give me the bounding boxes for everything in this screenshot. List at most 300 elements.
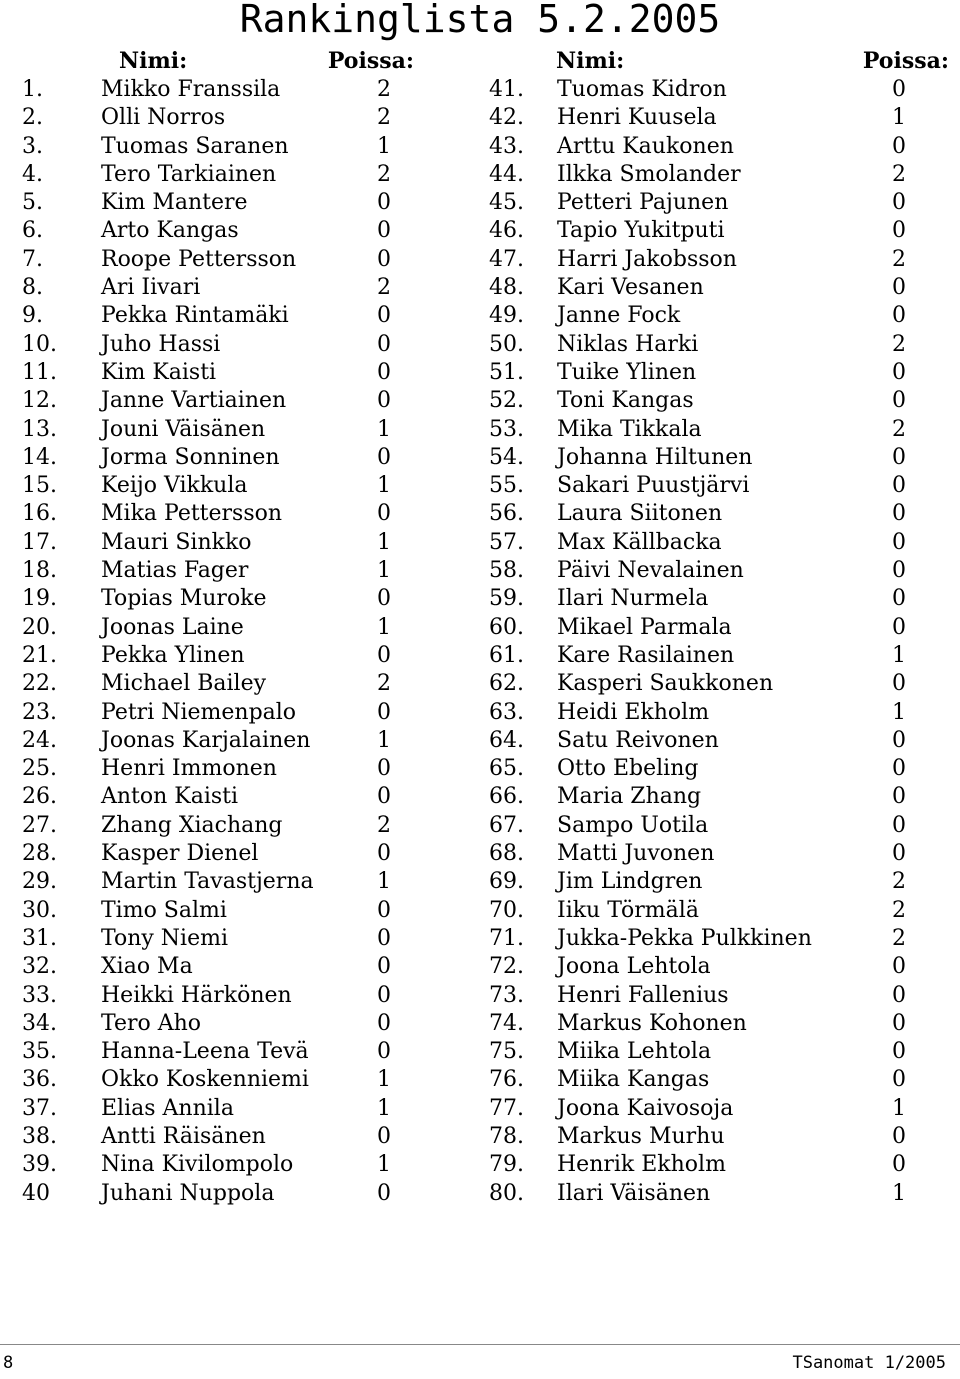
rank-number: 53. [489,416,524,442]
absence-count: 0 [892,982,906,1008]
rank-number: 44. [489,161,524,187]
rank-number: 46. [489,218,524,244]
absence-count: 1 [892,1180,906,1206]
rank-number: 64. [489,727,524,753]
absence-count: 2 [377,275,391,301]
rank-number: 63. [489,699,524,725]
rank-number: 16. [22,501,57,527]
absence-count: 0 [377,756,391,782]
player-name: Matti Juvonen [557,841,715,867]
absence-count: 0 [892,558,906,584]
page-title: Rankinglista 5.2.2005 [239,0,721,41]
absence-count: 0 [892,614,906,640]
ranking-row [22,302,402,330]
player-name: Arto Kangas [101,218,239,244]
ranking-column-left [22,46,414,1208]
ranking-row [489,925,939,953]
ranking-row [489,359,939,387]
rank-number: 73. [489,982,524,1008]
ranking-row [489,189,939,217]
ranking-row [22,1010,402,1038]
ranking-row [489,585,939,613]
absence-count: 0 [377,501,391,527]
ranking-row [489,444,939,472]
ranking-row [489,217,939,245]
rank-number: 1. [22,77,43,102]
absence-count: 2 [892,246,906,272]
rank-number: 70. [489,897,524,923]
absence-count: 1 [377,529,391,555]
player-name: Jouni Väisänen [101,416,266,442]
player-name: Max Källbacka [557,529,722,555]
absence-count: 1 [377,558,391,584]
rank-number: 54. [489,444,524,470]
player-name: Miika Lehtola [557,1039,712,1065]
ranking-row [22,953,402,981]
absence-count: 2 [892,416,906,442]
ranking-row [489,1180,939,1208]
player-name: Martin Tavastjerna [101,869,314,895]
ranking-row [22,76,402,104]
ranking-row [489,868,939,896]
absence-count: 0 [892,303,906,329]
rank-number: 36. [22,1067,57,1093]
rank-number: 17. [22,529,57,555]
absence-count: 0 [892,784,906,810]
rank-number: 25. [22,756,57,782]
ranking-row [489,670,939,698]
rank-number: 49. [489,303,524,329]
player-name: Kim Mantere [101,190,248,216]
ranking-row [22,925,402,953]
ranking-row [22,1066,402,1094]
ranking-row [489,302,939,330]
player-name: Jim Lindgren [557,869,703,895]
ranking-row [22,868,402,896]
player-name: Johanna Hiltunen [557,444,753,470]
ranking-row [489,783,939,811]
absence-count: 0 [892,77,906,102]
rank-number: 80. [489,1180,524,1206]
player-name: Joonas Laine [101,614,244,640]
absence-count: 0 [892,1123,906,1149]
player-name: Kari Vesanen [557,275,704,301]
player-name: Päivi Nevalainen [557,558,744,584]
ranking-row [22,387,402,415]
absence-count: 0 [377,1180,391,1206]
rank-number: 13. [22,416,57,442]
rank-number: 41. [489,77,524,102]
absence-count: 0 [377,897,391,923]
rank-number: 37. [22,1095,57,1121]
player-name: Iiku Törmälä [557,897,699,923]
absence-count: 1 [892,699,906,725]
player-name: Henri Immonen [101,756,277,782]
player-name: Henri Kuusela [557,105,717,131]
ranking-row [489,699,939,727]
ranking-row [489,104,939,132]
absence-count: 0 [377,388,391,414]
rank-number: 74. [489,1010,524,1036]
ranking-row [489,387,939,415]
player-name: Zhang Xiachang [101,812,283,838]
ranking-row [22,416,402,444]
player-name: Arttu Kaukonen [557,133,734,159]
ranking-row [489,727,939,755]
ranking-row [489,1066,939,1094]
player-name: Janne Fock [557,303,681,329]
player-name: Pekka Ylinen [101,642,245,668]
player-name: Tuike Ylinen [557,359,697,385]
player-name: Keijo Vikkula [101,473,248,499]
absence-count: 0 [892,1152,906,1178]
player-name: Mikko Franssila [101,77,281,102]
ranking-row [22,331,402,359]
player-name: Mauri Sinkko [101,529,252,555]
absence-count: 2 [377,105,391,131]
absence-count: 0 [377,1039,391,1065]
rank-number: 71. [489,925,524,951]
rank-number: 33. [22,982,57,1008]
ranking-row [22,755,402,783]
ranking-row [489,840,939,868]
absence-count: 0 [892,1067,906,1093]
ranking-row [489,133,939,161]
absence-count: 0 [377,954,391,980]
ranking-row [489,246,939,274]
rank-number: 57. [489,529,524,555]
player-name: Xiao Ma [101,954,193,980]
player-name: Miika Kangas [557,1067,710,1093]
rank-number: 43. [489,133,524,159]
player-name: Juho Hassi [101,331,221,357]
rank-number: 8. [22,275,43,301]
ranking-row [489,953,939,981]
rank-number: 19. [22,586,57,612]
rank-number: 38. [22,1123,57,1149]
rank-number: 18. [22,558,57,584]
ranking-row [489,529,939,557]
player-name: Sampo Uotila [557,812,709,838]
rank-number: 7. [22,246,43,272]
absence-count: 0 [892,133,906,159]
player-name: Ilari Nurmela [557,586,709,612]
rank-number: 40 [22,1180,50,1206]
absence-count: 0 [892,473,906,499]
column-header [22,46,414,76]
rank-number: 11. [22,359,57,385]
absence-count: 0 [377,246,391,272]
ranking-row [22,274,402,302]
rank-number: 42. [489,105,524,131]
footer-divider [0,1344,960,1345]
player-name: Maria Zhang [557,784,702,810]
player-name: Kasper Dienel [101,841,259,867]
rank-number: 29. [22,869,57,895]
rank-number: 58. [489,558,524,584]
rank-number: 60. [489,614,524,640]
publication-source: TSanomat 1/2005 [792,1353,946,1373]
rank-number: 48. [489,275,524,301]
ranking-row [22,472,402,500]
ranking-row [489,642,939,670]
absence-count: 2 [892,925,906,951]
player-name: Tuomas Kidron [557,77,727,102]
absence-count: 0 [377,303,391,329]
rank-number: 52. [489,388,524,414]
ranking-row [22,642,402,670]
player-name: Toni Kangas [557,388,694,414]
absence-count: 2 [377,671,391,697]
absence-count: 0 [892,954,906,980]
absence-count: 1 [892,105,906,131]
rank-number: 55. [489,473,524,499]
rank-number: 79. [489,1152,524,1178]
player-name: Mika Tikkala [557,416,702,442]
absence-count: 0 [377,982,391,1008]
absence-count: 2 [377,161,391,187]
player-name: Anton Kaisti [101,784,239,810]
ranking-row [22,1123,402,1151]
ranking-row [22,614,402,642]
rank-number: 27. [22,812,57,838]
ranking-row [22,444,402,472]
name-header: Nimi: [119,48,188,74]
ranking-row [489,416,939,444]
player-name: Heidi Ekholm [557,699,710,725]
absence-count: 1 [377,869,391,895]
absence-count: 2 [892,869,906,895]
absence-count: 0 [377,1123,391,1149]
player-name: Jorma Sonninen [101,444,280,470]
absence-count: 0 [377,331,391,357]
ranking-column-right [489,46,949,1208]
ranking-row [489,76,939,104]
player-name: Juhani Nuppola [101,1180,275,1206]
absence-count: 0 [377,784,391,810]
ranking-row [22,104,402,132]
rank-number: 50. [489,331,524,357]
ranking-row [22,670,402,698]
absence-count: 0 [892,586,906,612]
ranking-row [489,331,939,359]
player-name: Markus Murhu [557,1123,725,1149]
ranking-row [22,1095,402,1123]
rank-number: 22. [22,671,57,697]
ranking-row [489,472,939,500]
absence-count: 0 [377,1010,391,1036]
ranking-row [22,557,402,585]
player-name: Petri Niemenpalo [101,699,297,725]
absent-header: Poissa: [327,48,414,74]
player-name: Tuomas Saranen [101,133,289,159]
ranking-row [22,161,402,189]
absence-count: 1 [377,416,391,442]
ranking-row [22,897,402,925]
player-name: Tero Tarkiainen [101,161,277,187]
absence-count: 0 [892,388,906,414]
absence-count: 2 [377,812,391,838]
name-header: Nimi: [556,48,625,74]
rank-number: 12. [22,388,57,414]
ranking-row [22,189,402,217]
rank-number: 67. [489,812,524,838]
player-name: Kare Rasilainen [557,642,735,668]
absence-count: 0 [377,642,391,668]
rank-number: 77. [489,1095,524,1121]
rank-number: 4. [22,161,43,187]
absence-count: 0 [377,218,391,244]
player-name: Topias Muroke [101,586,267,612]
rank-number: 26. [22,784,57,810]
ranking-row [489,500,939,528]
player-name: Kasperi Saukkonen [557,671,774,697]
absence-count: 0 [892,1010,906,1036]
rank-number: 9. [22,303,43,329]
rank-number: 62. [489,671,524,697]
player-name: Joona Lehtola [557,954,711,980]
ranking-row [489,1095,939,1123]
absence-count: 0 [377,190,391,216]
player-name: Satu Reivonen [557,727,719,753]
rank-number: 59. [489,586,524,612]
player-name: Antti Räisänen [101,1123,266,1149]
rank-number: 23. [22,699,57,725]
rank-number: 45. [489,190,524,216]
ranking-row [489,161,939,189]
player-name: Petteri Pajunen [557,190,729,216]
absence-count: 2 [892,897,906,923]
rank-number: 2. [22,105,43,131]
player-name: Okko Koskenniemi [101,1067,309,1093]
ranking-row [22,133,402,161]
absence-count: 0 [892,529,906,555]
rank-number: 75. [489,1039,524,1065]
absence-count: 0 [892,501,906,527]
absence-count: 0 [377,699,391,725]
rank-number: 47. [489,246,524,272]
rank-number: 6. [22,218,43,244]
ranking-row [22,699,402,727]
player-name: Markus Kohonen [557,1010,747,1036]
rank-number: 3. [22,133,43,159]
absence-count: 2 [892,331,906,357]
player-name: Heikki Härkönen [101,982,292,1008]
ranking-list-right [489,76,939,1208]
rank-number: 30. [22,897,57,923]
absence-count: 0 [377,841,391,867]
rank-number: 15. [22,473,57,499]
ranking-row [22,783,402,811]
player-name: Janne Vartiainen [101,388,287,414]
ranking-row [489,897,939,925]
absence-count: 0 [892,444,906,470]
ranking-row [22,246,402,274]
player-name: Laura Siitonen [557,501,723,527]
player-name: Henri Fallenius [557,982,729,1008]
rank-number: 61. [489,642,524,668]
rank-number: 78. [489,1123,524,1149]
absence-count: 1 [377,614,391,640]
rank-number: 72. [489,954,524,980]
rank-number: 76. [489,1067,524,1093]
ranking-row [22,982,402,1010]
column-header [489,46,949,76]
ranking-row [489,557,939,585]
ranking-row [22,359,402,387]
absence-count: 0 [892,756,906,782]
rank-number: 39. [22,1152,57,1178]
rank-number: 20. [22,614,57,640]
absence-count: 1 [377,727,391,753]
rank-number: 24. [22,727,57,753]
player-name: Mika Pettersson [101,501,283,527]
ranking-row [489,1010,939,1038]
ranking-row [22,585,402,613]
rank-number: 34. [22,1010,57,1036]
player-name: Kim Kaisti [101,359,217,385]
ranking-row [22,1151,402,1179]
ranking-list-left [22,76,402,1208]
absence-count: 0 [892,671,906,697]
absence-count: 0 [892,218,906,244]
absence-count: 1 [377,1067,391,1093]
rank-number: 56. [489,501,524,527]
absence-count: 1 [377,133,391,159]
absence-count: 1 [377,1152,391,1178]
ranking-row [22,1038,402,1066]
absence-count: 0 [892,841,906,867]
player-name: Timo Salmi [101,897,227,923]
ranking-row [22,217,402,245]
rank-number: 10. [22,331,57,357]
rank-number: 51. [489,359,524,385]
player-name: Hanna-Leena Tevä [101,1039,309,1065]
rank-number: 21. [22,642,57,668]
absence-count: 0 [892,359,906,385]
rank-number: 68. [489,841,524,867]
absence-count: 0 [377,925,391,951]
player-name: Otto Ebeling [557,756,699,782]
absence-count: 0 [892,190,906,216]
player-name: Niklas Harki [557,331,699,357]
player-name: Tapio Yukitputi [557,218,725,244]
player-name: Jukka-Pekka Pulkkinen [557,925,812,951]
absence-count: 0 [892,275,906,301]
absence-count: 1 [892,642,906,668]
player-name: Joona Kaivosoja [557,1095,734,1121]
player-name: Roope Pettersson [101,246,297,272]
absence-count: 1 [892,1095,906,1121]
player-name: Nina Kivilompolo [101,1152,294,1178]
player-name: Olli Norros [101,105,226,131]
player-name: Matias Fager [101,558,249,584]
rank-number: 35. [22,1039,57,1065]
ranking-row [22,1180,402,1208]
ranking-row [489,755,939,783]
absence-count: 0 [892,812,906,838]
page-number: 8 [3,1353,14,1373]
player-name: Mikael Parmala [557,614,732,640]
absence-count: 2 [377,77,391,102]
player-name: Henrik Ekholm [557,1152,726,1178]
player-name: Ilari Väisänen [557,1180,711,1206]
player-name: Pekka Rintamäki [101,303,289,329]
player-name: Joonas Karjalainen [101,727,311,753]
absence-count: 1 [377,1095,391,1121]
rank-number: 65. [489,756,524,782]
rank-number: 31. [22,925,57,951]
